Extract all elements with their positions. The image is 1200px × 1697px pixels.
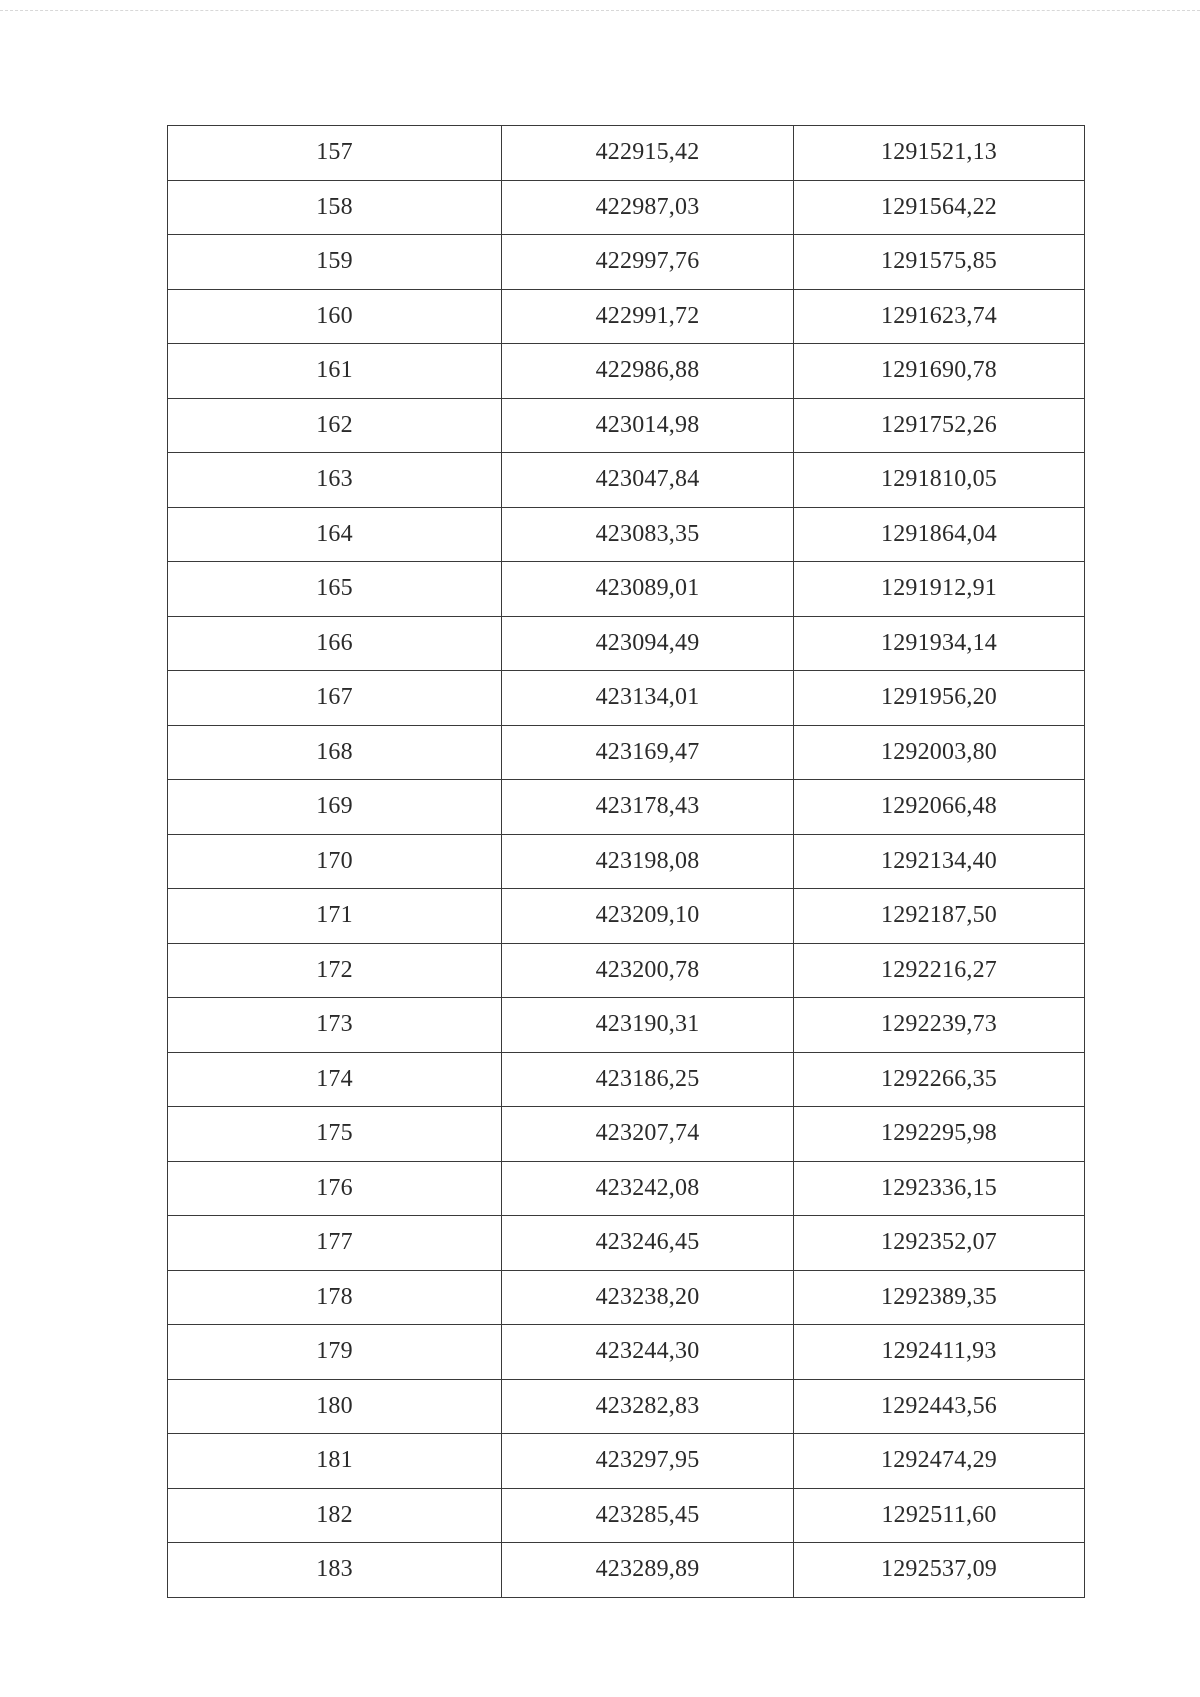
y-coordinate-cell: 1292537,09 bbox=[794, 1543, 1085, 1598]
table-row bbox=[168, 562, 1085, 617]
y-coordinate-cell: 1291864,04 bbox=[794, 507, 1085, 562]
table-row bbox=[168, 1270, 1085, 1325]
table-row bbox=[168, 1488, 1085, 1543]
table-row bbox=[168, 943, 1085, 998]
point-number-cell: 160 bbox=[168, 289, 502, 344]
y-coordinate-cell: 1291521,13 bbox=[794, 126, 1085, 181]
point-number-cell: 180 bbox=[168, 1379, 502, 1434]
point-number-cell: 161 bbox=[168, 344, 502, 399]
x-coordinate-cell: 422991,72 bbox=[502, 289, 794, 344]
page-edge-line bbox=[0, 10, 1200, 11]
point-number-cell: 172 bbox=[168, 943, 502, 998]
y-coordinate-cell: 1291690,78 bbox=[794, 344, 1085, 399]
table-row bbox=[168, 235, 1085, 290]
x-coordinate-cell: 423014,98 bbox=[502, 398, 794, 453]
table-row bbox=[168, 780, 1085, 835]
point-number-cell: 166 bbox=[168, 616, 502, 671]
table-row bbox=[168, 1216, 1085, 1271]
y-coordinate-cell: 1292389,35 bbox=[794, 1270, 1085, 1325]
x-coordinate-cell: 422986,88 bbox=[502, 344, 794, 399]
x-coordinate-cell: 423198,08 bbox=[502, 834, 794, 889]
y-coordinate-cell: 1292411,93 bbox=[794, 1325, 1085, 1380]
table-row bbox=[168, 453, 1085, 508]
y-coordinate-cell: 1291934,14 bbox=[794, 616, 1085, 671]
y-coordinate-cell: 1292066,48 bbox=[794, 780, 1085, 835]
x-coordinate-cell: 423242,08 bbox=[502, 1161, 794, 1216]
table-row bbox=[168, 671, 1085, 726]
table-row bbox=[168, 507, 1085, 562]
point-number-cell: 182 bbox=[168, 1488, 502, 1543]
table-row bbox=[168, 834, 1085, 889]
table-row bbox=[168, 1107, 1085, 1162]
point-number-cell: 159 bbox=[168, 235, 502, 290]
point-number-cell: 173 bbox=[168, 998, 502, 1053]
point-number-cell: 164 bbox=[168, 507, 502, 562]
point-number-cell: 176 bbox=[168, 1161, 502, 1216]
x-coordinate-cell: 423186,25 bbox=[502, 1052, 794, 1107]
x-coordinate-cell: 423238,20 bbox=[502, 1270, 794, 1325]
x-coordinate-cell: 423200,78 bbox=[502, 943, 794, 998]
table-row bbox=[168, 126, 1085, 181]
y-coordinate-cell: 1291956,20 bbox=[794, 671, 1085, 726]
y-coordinate-cell: 1292295,98 bbox=[794, 1107, 1085, 1162]
y-coordinate-cell: 1291752,26 bbox=[794, 398, 1085, 453]
table-row bbox=[168, 1052, 1085, 1107]
table-row bbox=[168, 289, 1085, 344]
table-row bbox=[168, 725, 1085, 780]
x-coordinate-cell: 423209,10 bbox=[502, 889, 794, 944]
point-number-cell: 178 bbox=[168, 1270, 502, 1325]
x-coordinate-cell: 422915,42 bbox=[502, 126, 794, 181]
x-coordinate-cell: 423246,45 bbox=[502, 1216, 794, 1271]
point-number-cell: 158 bbox=[168, 180, 502, 235]
y-coordinate-cell: 1292352,07 bbox=[794, 1216, 1085, 1271]
table-row bbox=[168, 889, 1085, 944]
y-coordinate-cell: 1291564,22 bbox=[794, 180, 1085, 235]
table-row bbox=[168, 1434, 1085, 1489]
y-coordinate-cell: 1292336,15 bbox=[794, 1161, 1085, 1216]
point-number-cell: 167 bbox=[168, 671, 502, 726]
table-row bbox=[168, 1379, 1085, 1434]
table-row bbox=[168, 1161, 1085, 1216]
coordinates-table-body bbox=[168, 126, 1085, 1598]
y-coordinate-cell: 1292134,40 bbox=[794, 834, 1085, 889]
x-coordinate-cell: 423289,89 bbox=[502, 1543, 794, 1598]
x-coordinate-cell: 423094,49 bbox=[502, 616, 794, 671]
point-number-cell: 174 bbox=[168, 1052, 502, 1107]
point-number-cell: 163 bbox=[168, 453, 502, 508]
point-number-cell: 165 bbox=[168, 562, 502, 617]
y-coordinate-cell: 1292239,73 bbox=[794, 998, 1085, 1053]
x-coordinate-cell: 423244,30 bbox=[502, 1325, 794, 1380]
point-number-cell: 183 bbox=[168, 1543, 502, 1598]
y-coordinate-cell: 1292266,35 bbox=[794, 1052, 1085, 1107]
table-row bbox=[168, 1543, 1085, 1598]
table-row bbox=[168, 616, 1085, 671]
table-row bbox=[168, 1325, 1085, 1380]
x-coordinate-cell: 422987,03 bbox=[502, 180, 794, 235]
y-coordinate-cell: 1292511,60 bbox=[794, 1488, 1085, 1543]
y-coordinate-cell: 1291623,74 bbox=[794, 289, 1085, 344]
x-coordinate-cell: 423282,83 bbox=[502, 1379, 794, 1434]
table-row bbox=[168, 998, 1085, 1053]
x-coordinate-cell: 423089,01 bbox=[502, 562, 794, 617]
x-coordinate-cell: 423285,45 bbox=[502, 1488, 794, 1543]
x-coordinate-cell: 422997,76 bbox=[502, 235, 794, 290]
y-coordinate-cell: 1292003,80 bbox=[794, 725, 1085, 780]
y-coordinate-cell: 1291810,05 bbox=[794, 453, 1085, 508]
point-number-cell: 171 bbox=[168, 889, 502, 944]
table-row bbox=[168, 344, 1085, 399]
point-number-cell: 157 bbox=[168, 126, 502, 181]
point-number-cell: 169 bbox=[168, 780, 502, 835]
x-coordinate-cell: 423134,01 bbox=[502, 671, 794, 726]
coordinates-table bbox=[167, 125, 1085, 1598]
x-coordinate-cell: 423047,84 bbox=[502, 453, 794, 508]
y-coordinate-cell: 1292216,27 bbox=[794, 943, 1085, 998]
x-coordinate-cell: 423083,35 bbox=[502, 507, 794, 562]
x-coordinate-cell: 423297,95 bbox=[502, 1434, 794, 1489]
point-number-cell: 177 bbox=[168, 1216, 502, 1271]
point-number-cell: 175 bbox=[168, 1107, 502, 1162]
x-coordinate-cell: 423169,47 bbox=[502, 725, 794, 780]
point-number-cell: 168 bbox=[168, 725, 502, 780]
point-number-cell: 170 bbox=[168, 834, 502, 889]
y-coordinate-cell: 1292187,50 bbox=[794, 889, 1085, 944]
point-number-cell: 181 bbox=[168, 1434, 502, 1489]
y-coordinate-cell: 1291912,91 bbox=[794, 562, 1085, 617]
table-row bbox=[168, 398, 1085, 453]
table-row bbox=[168, 180, 1085, 235]
x-coordinate-cell: 423178,43 bbox=[502, 780, 794, 835]
y-coordinate-cell: 1291575,85 bbox=[794, 235, 1085, 290]
y-coordinate-cell: 1292474,29 bbox=[794, 1434, 1085, 1489]
point-number-cell: 179 bbox=[168, 1325, 502, 1380]
x-coordinate-cell: 423207,74 bbox=[502, 1107, 794, 1162]
y-coordinate-cell: 1292443,56 bbox=[794, 1379, 1085, 1434]
point-number-cell: 162 bbox=[168, 398, 502, 453]
x-coordinate-cell: 423190,31 bbox=[502, 998, 794, 1053]
